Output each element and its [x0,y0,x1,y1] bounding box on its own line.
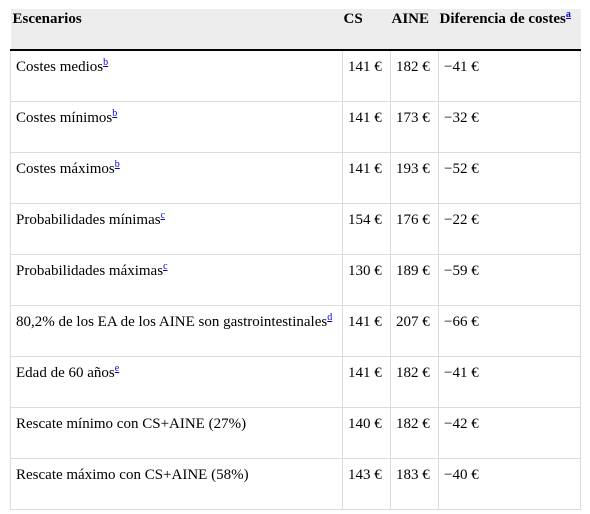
scenario-cell [11,459,343,510]
table-row [11,102,581,153]
header-diferencia [439,9,581,50]
footnote-link[interactable]: b [112,108,118,119]
aine-cost-cell: 193 € [391,153,439,204]
table-row [11,153,581,204]
table-row [11,306,581,357]
scenario-label: Probabilidades mínimas [16,212,161,228]
aine-cost-cell: 182 € [391,50,439,102]
scenario-cell [11,153,343,204]
cost-difference-cell: −66 € [439,306,581,357]
scenario-label: Probabilidades máximas [16,263,164,279]
scenario-cell [11,306,343,357]
cs-cost-cell: 140 € [343,408,391,459]
table-row [11,255,581,306]
scenario-label: Rescate máximo con CS+AINE (58%) [16,467,249,483]
footnote-link[interactable]: c [160,210,166,221]
header-aine: AINE [391,9,439,50]
scenario-label: Rescate mínimo con CS+AINE (27%) [16,416,247,432]
footnote-link[interactable]: e [114,363,120,374]
cs-cost-cell: 143 € [343,459,391,510]
header-escenarios: Escenarios [11,9,343,50]
scenario-label: Costes medios [16,59,104,75]
cs-cost-cell: 130 € [343,255,391,306]
scenario-cell [11,102,343,153]
footnote-link-a[interactable]: a [565,9,571,20]
cost-difference-cell: −41 € [439,357,581,408]
cs-cost-cell: 141 € [343,357,391,408]
scenario-cell [11,255,343,306]
aine-cost-cell: 183 € [391,459,439,510]
scenario-cell [11,50,343,102]
table-row [11,408,581,459]
scenario-cell [11,204,343,255]
cost-difference-cell: −40 € [439,459,581,510]
scenario-label: Costes mínimos [16,110,113,126]
cs-cost-cell: 141 € [343,50,391,102]
header-cs: CS [343,9,391,50]
table-row [11,357,581,408]
table-row [11,459,581,510]
table-header [11,9,581,50]
scenario-cell [11,357,343,408]
header-diferencia-text: Diferencia de costes [439,11,566,27]
footnote-link[interactable]: b [114,159,120,170]
scenario-cost-table [10,9,581,510]
scenario-label: 80,2% de los EA de los AINE son gastrointestinales [16,314,328,330]
scenario-label: Costes máximos [16,161,115,177]
cs-cost-cell: 141 € [343,102,391,153]
cs-cost-cell: 141 € [343,153,391,204]
footnote-link[interactable]: d [327,312,333,323]
cs-cost-cell: 154 € [343,204,391,255]
cs-cost-cell: 141 € [343,306,391,357]
cost-difference-cell: −59 € [439,255,581,306]
scenario-label: Edad de 60 años [16,365,115,381]
footnote-link[interactable]: b [103,57,109,68]
aine-cost-cell: 173 € [391,102,439,153]
table-body [11,50,581,510]
table-row [11,204,581,255]
cost-difference-cell: −22 € [439,204,581,255]
aine-cost-cell: 207 € [391,306,439,357]
cost-difference-cell: −41 € [439,50,581,102]
aine-cost-cell: 182 € [391,357,439,408]
scenario-cell [11,408,343,459]
cost-difference-cell: −52 € [439,153,581,204]
aine-cost-cell: 176 € [391,204,439,255]
aine-cost-cell: 182 € [391,408,439,459]
cost-difference-cell: −32 € [439,102,581,153]
aine-cost-cell: 189 € [391,255,439,306]
cost-difference-cell: −42 € [439,408,581,459]
table-row [11,50,581,102]
footnote-link[interactable]: c [163,261,168,272]
